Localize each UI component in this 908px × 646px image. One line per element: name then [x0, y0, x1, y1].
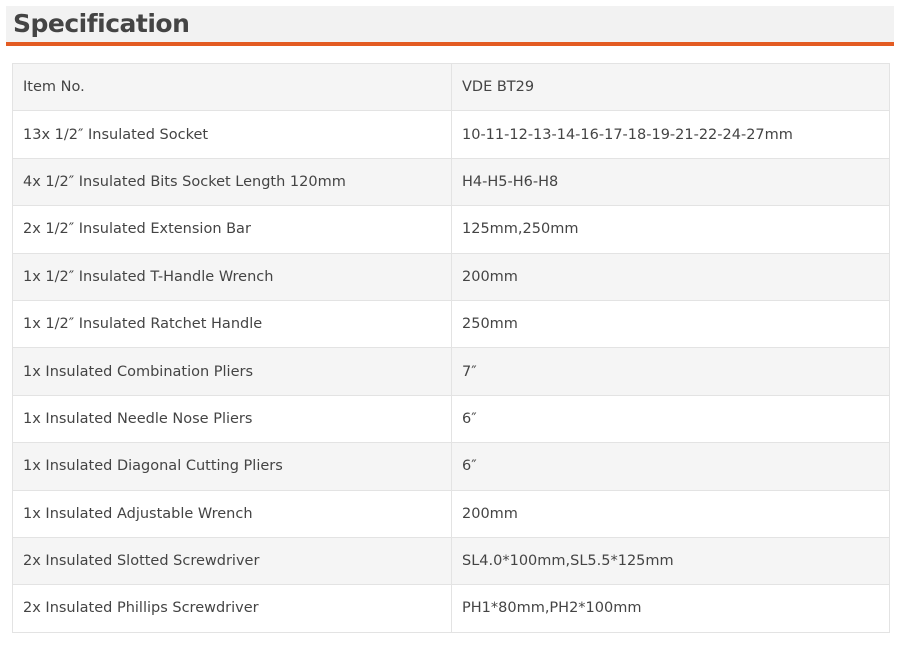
table-row — [13, 158, 890, 205]
section-header — [6, 6, 894, 46]
spec-item-cell: 2x Insulated Slotted Screwdriver — [13, 537, 452, 584]
spec-item-cell: 1x Insulated Needle Nose Pliers — [13, 395, 452, 442]
spec-value-cell: 200mm — [452, 490, 890, 537]
table-row — [13, 111, 890, 158]
spec-item-cell: 4x 1/2″ Insulated Bits Socket Length 120mm — [13, 158, 452, 205]
table-row — [13, 585, 890, 632]
spec-value-cell: PH1*80mm,PH2*100mm — [452, 585, 890, 632]
spec-item-cell: 13x 1/2″ Insulated Socket — [13, 111, 452, 158]
table-row — [13, 300, 890, 347]
table-row — [13, 253, 890, 300]
spec-item-cell: 1x Insulated Adjustable Wrench — [13, 490, 452, 537]
section-title: Specification — [13, 9, 190, 38]
spec-value-cell: VDE BT29 — [452, 64, 890, 111]
spec-value-cell: H4-H5-H6-H8 — [452, 158, 890, 205]
spec-item-cell: 2x 1/2″ Insulated Extension Bar — [13, 206, 452, 253]
spec-value-cell: 10-11-12-13-14-16-17-18-19-21-22-24-27mm — [452, 111, 890, 158]
spec-value-cell: 125mm,250mm — [452, 206, 890, 253]
spec-item-cell: 1x Insulated Diagonal Cutting Pliers — [13, 443, 452, 490]
spec-item-cell: 2x Insulated Phillips Screwdriver — [13, 585, 452, 632]
table-row — [13, 490, 890, 537]
table-row — [13, 206, 890, 253]
table-row — [13, 443, 890, 490]
spec-value-cell: 250mm — [452, 300, 890, 347]
spec-value-cell: 200mm — [452, 253, 890, 300]
spec-item-cell: 1x 1/2″ Insulated Ratchet Handle — [13, 300, 452, 347]
spec-value-cell: 6″ — [452, 443, 890, 490]
table-row — [13, 395, 890, 442]
table-row — [13, 64, 890, 111]
spec-value-cell: SL4.0*100mm,SL5.5*125mm — [452, 537, 890, 584]
spec-item-cell: Item No. — [13, 64, 452, 111]
table-row — [13, 348, 890, 395]
spec-item-cell: 1x 1/2″ Insulated T-Handle Wrench — [13, 253, 452, 300]
spec-value-cell: 6″ — [452, 395, 890, 442]
spec-item-cell: 1x Insulated Combination Pliers — [13, 348, 452, 395]
specification-table — [12, 63, 890, 633]
table-row — [13, 537, 890, 584]
spec-value-cell: 7″ — [452, 348, 890, 395]
